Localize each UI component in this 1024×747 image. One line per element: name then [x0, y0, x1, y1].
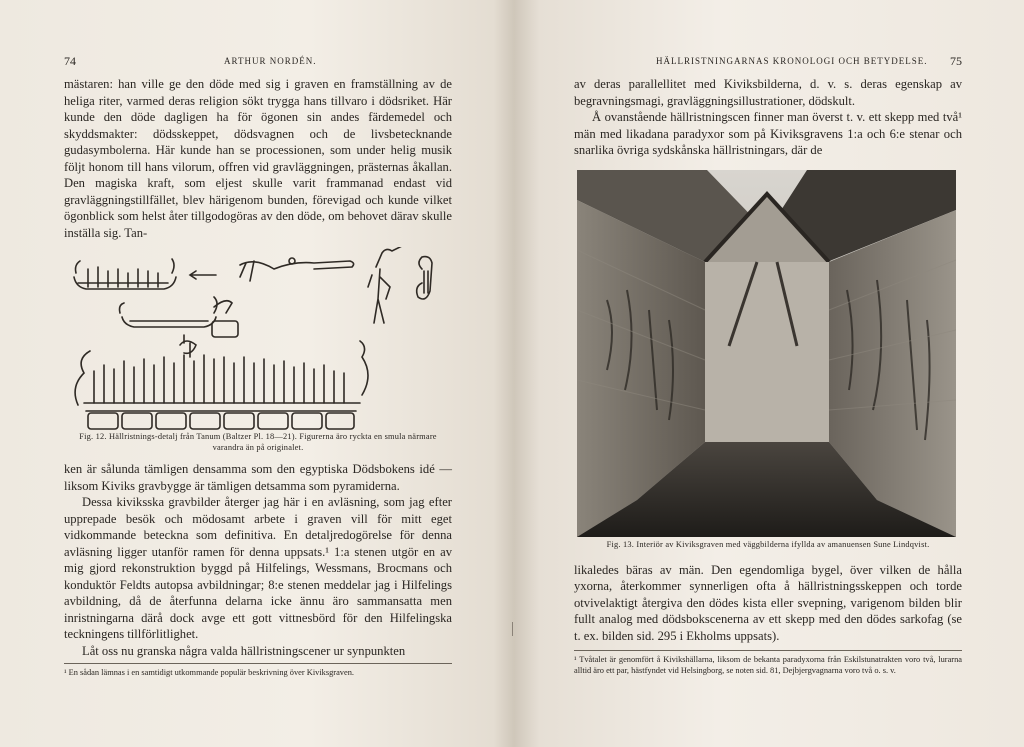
right-paragraph-3: likaledes bäras av män. Den egendomliga bygel, över vilken de hålla yxorna, återkommer synnerligen ofta å hällristningsskeppen och torde otvivelaktigt återgiva den dödes kista eller svepning, varigenom bilden blir fullt analog med dödsbokscenerna av ett skepp med den dödes sarkofag (se t. ex. bilden sid. 295 i Ekholms uppsats).: [574, 562, 962, 643]
margin-mark: [512, 622, 517, 636]
running-head-right: HÄLLRISTNINGARNAS KRONOLOGI OCH BETYDELSE.: [656, 56, 928, 66]
left-paragraph-2: ken är sålunda tämligen densamma som den egyptiska Dödsbokens idé — liksom Kiviks gravbygge är tämligen detsamma som pyramiderna.: [64, 462, 452, 493]
rock-carving-illustration: [64, 247, 452, 437]
left-footnote: ¹ En sådan lämnas i en samtidigt utkommande populär beskrivning över Kiviksgraven.: [64, 663, 452, 678]
page-number-right: 75: [950, 54, 962, 68]
figure-12: [64, 247, 452, 457]
right-running-header: [574, 54, 962, 74]
left-paragraph-1: mästaren: han ville ge den döde med sig i graven en framställning av de heliga riter, varmed deras religion sökt trygga hans tillvaro i dödsriket. Här kunde den döde dagligen ha för ögonen sin andes färdemedel och skyddsmakter: dödsskeppet, dödsvagnen och de livsbetecknande gudasymbolerna. Här kunde han se processionen, som under helig musik följt honom till hans vilorum, offren vid gravläggningen, prästernas åkallan. Den magiska kraft, som eljest skulle varit frammanad endast vid gravläggningstillfället, blev härigenom bunden, förevigad och kunde vilket ögonblick som helst åter tillgodogöras av den döde, om behovet därav skulle inställa sig. Tan-: [64, 77, 452, 240]
left-running-header: [64, 54, 452, 74]
left-paragraph-3: Dessa kiviksska gravbilder återger jag här i en avläsning, som jag efter upprepade besök och mödosamt arbete i graven vill för mitt eget vidkommande beteckna som definitiva. En detaljredogörelse för denna avläsning ligger utanför ramen för denna uppsats.¹ 1:a stenen utgör en av mig gjord rekonstruktion byggd på Hilfelings, Wessmans, Brocmans och konduktör Feldts autopsa avbildningar; 8:e stenen meddelar jag i Hilfelings avbildning, då de återfunna delarna icke ännu äro sammansatta men inristningarna därå dock avge ett gott vittnesbörd för den Hilfelingska teckningens tillförlitlighet.: [64, 495, 452, 641]
right-footnote: ¹ Tvåtalet är genomfört å Kivikshällarna, liksom de bekanta paradyxorna från Eskilstunatrakten voro två, lurarna alltid äro ett par, hästfyndet vid Helsingborg, se noten sid. 81, Dejbjergvagnarna voro två o. s. v.: [574, 650, 962, 676]
left-paragraph-4: Låt oss nu granska några valda hällristningscener ur synpunkten: [82, 643, 406, 658]
figure-12-caption: Fig. 12. Hällristnings-detalj från Tanum (Baltzer Pl. 18—21). Figurerna äro ryckta en smula närmare varandra än på originalet.: [79, 432, 437, 452]
figure-13-caption: Fig. 13. Interiör av Kiviksgraven med väggbilderna ifyllda av amanuensen Sune Lindqvist.: [606, 539, 930, 549]
right-paragraph-2: Å ovanstående hällristningscen finner man överst t. v. ett skepp med två¹ män med likadana paradyxor som på Kiviksgravens 1:a och 6:e stenar och snarlika övriga sydskånska hällristningars, där de: [574, 110, 962, 157]
grave-interior-photo: [577, 170, 956, 537]
page-number-left: 74: [64, 54, 76, 68]
right-paragraph-1: av deras parallellitet med Kiviksbilderna, d. v. s. deras egenskap av begravningsmagi, gravläggningsillustrationer, dödskult.: [574, 77, 962, 108]
running-head-left: ARTHUR NORDÉN.: [224, 56, 317, 66]
